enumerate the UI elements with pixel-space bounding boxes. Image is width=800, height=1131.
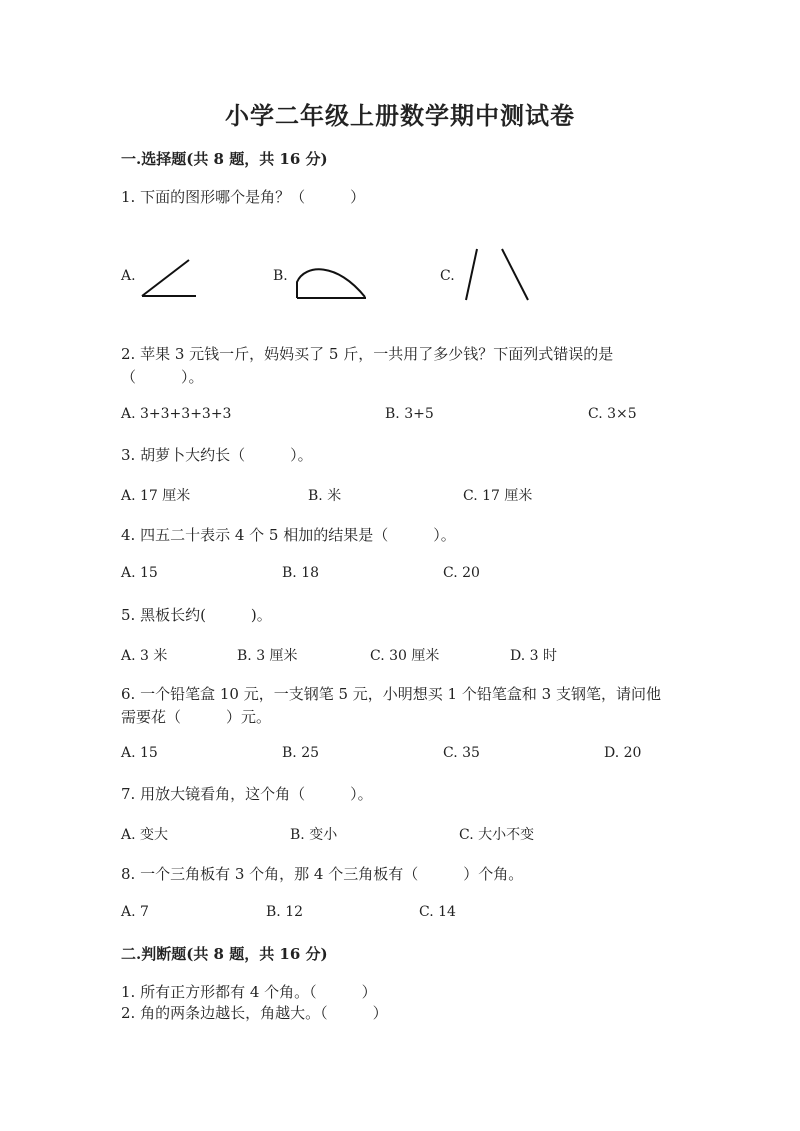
q6-option-d: D. 20: [604, 745, 642, 761]
q6-option-a: A. 15: [121, 745, 158, 761]
q5-option-d: D. 3 时: [510, 648, 557, 664]
q2-option-b: B. 3+5: [385, 406, 434, 422]
q6-option-c: C. 35: [443, 745, 480, 761]
q7-option-c: C. 大小不变: [459, 827, 535, 843]
question-7: 7. 用放大镜看角，这个角（ ）。: [121, 785, 373, 803]
q3-option-a: A. 17 厘米: [121, 488, 191, 504]
question-5: 5. 黑板长约( )。: [121, 606, 272, 624]
q4-option-c: C. 20: [443, 565, 480, 581]
q2-option-a: A. 3+3+3+3+3: [121, 406, 232, 422]
question-2-line-2: （ ）。: [121, 368, 204, 386]
q8-option-b: B. 12: [266, 904, 304, 920]
angle-figure-a: [138, 255, 200, 301]
judge-question-1: 1. 所有正方形都有 4 个角。（ ）: [121, 983, 377, 1001]
q5-option-b: B. 3 厘米: [237, 648, 298, 664]
question-6-line-2: 需要花（ ）元。: [121, 708, 272, 726]
q4-option-b: B. 18: [282, 565, 320, 581]
q7-option-b: B. 变小: [290, 827, 338, 843]
section-heading-judge: 二.判断题(共 8 题，共 16 分): [121, 945, 328, 963]
curve-figure-b: [293, 262, 371, 302]
q5-option-a: A. 3 米: [121, 648, 168, 664]
q3-option-b: B. 米: [308, 488, 342, 504]
question-2: 2. 苹果 3 元钱一斤，妈妈买了 5 斤，一共用了多少钱？下面列式错误的是: [121, 345, 614, 363]
q7-option-a: A. 变大: [121, 827, 169, 843]
q5-option-c: C. 30 厘米: [370, 648, 440, 664]
figure-label-a: A.: [121, 268, 136, 284]
q8-option-a: A. 7: [121, 904, 149, 920]
question-1: 1. 下面的图形哪个是角？（ ）: [121, 188, 366, 206]
judge-question-2: 2. 角的两条边越长，角越大。（ ）: [121, 1004, 388, 1022]
section-heading-choice: 一.选择题(共 8 题，共 16 分): [121, 150, 328, 168]
question-4: 4. 四五二十表示 4 个 5 相加的结果是（ ）。: [121, 526, 456, 544]
figure-label-c: C.: [440, 268, 455, 284]
question-3: 3. 胡萝卜大约长（ ）。: [121, 446, 313, 464]
q4-option-a: A. 15: [121, 565, 158, 581]
q3-option-c: C. 17 厘米: [463, 488, 533, 504]
q2-option-c: C. 3×5: [588, 406, 637, 422]
figure-label-b: B.: [273, 268, 288, 284]
page-title: 小学二年级上册数学期中测试卷: [225, 101, 575, 130]
q6-option-b: B. 25: [282, 745, 320, 761]
question-6: 6. 一个铅笔盒 10 元，一支钢笔 5 元，小明想买 1 个铅笔盒和 3 支钢笔，请问他: [121, 685, 661, 703]
question-8: 8. 一个三角板有 3 个角，那 4 个三角板有（ ）个角。: [121, 865, 524, 883]
lines-figure-c: [462, 246, 534, 304]
q8-option-c: C. 14: [419, 904, 456, 920]
